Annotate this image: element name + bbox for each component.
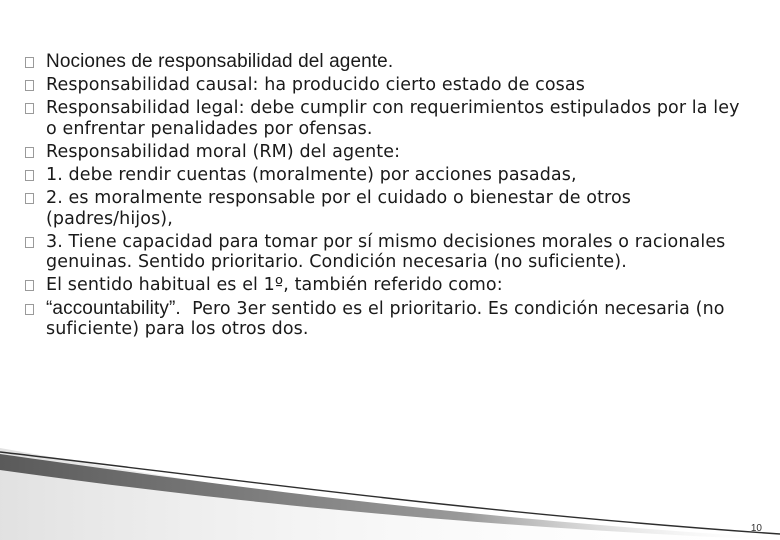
square-bullet-icon <box>25 170 34 181</box>
square-bullet-icon <box>25 280 34 291</box>
bullet-text: Responsabilidad causal: ha producido cierto estado de cosas <box>46 75 585 96</box>
bullet-item <box>24 165 754 186</box>
square-bullet-icon <box>25 147 34 158</box>
bullet-item <box>24 142 754 163</box>
square-bullet-icon <box>25 57 34 68</box>
bullet-item <box>24 52 754 73</box>
decorative-swoosh <box>0 440 780 540</box>
square-bullet-icon <box>25 237 34 248</box>
bullet-text: 1. debe rendir cuentas (moralmente) por acciones pasadas, <box>46 164 577 185</box>
page-number: 10 <box>750 523 762 534</box>
bullet-item <box>24 232 754 273</box>
bullet-text: 3. Tiene capacidad para tomar por sí mismo decisiones morales o racionales genuinas. Sentido prioritario. Condición necesaria (no suficiente). <box>46 231 726 273</box>
square-bullet-icon <box>25 193 34 204</box>
bullet-list <box>24 52 754 342</box>
bullet-text: El sentido habitual es el 1º, también referido como: <box>46 275 503 296</box>
bullet-text: Nociones de responsabilidad del agente. <box>46 51 394 72</box>
bullet-item <box>24 98 754 139</box>
bullet-item <box>24 275 754 296</box>
bullet-text: Responsabilidad legal: debe cumplir con requerimientos estipulados por la ley o enfrentar penalidades por ofensas. <box>46 98 740 139</box>
bullet-item <box>24 75 754 96</box>
square-bullet-icon <box>25 80 34 91</box>
bullet-text: Pero 3er sentido es el prioritario. Es condición necesaria (no suficiente) para los otros dos. <box>46 298 731 340</box>
bullet-item <box>24 188 754 229</box>
bullet-text: Responsabilidad moral (RM) del agente: <box>46 141 401 162</box>
accountability-term: “accountability”. <box>46 297 181 319</box>
square-bullet-icon <box>25 103 34 114</box>
square-bullet-icon <box>25 304 34 315</box>
bullet-item <box>24 299 754 340</box>
bullet-text: 2. es moralmente responsable por el cuidado o bienestar de otros (padres/hijos), <box>46 188 631 229</box>
